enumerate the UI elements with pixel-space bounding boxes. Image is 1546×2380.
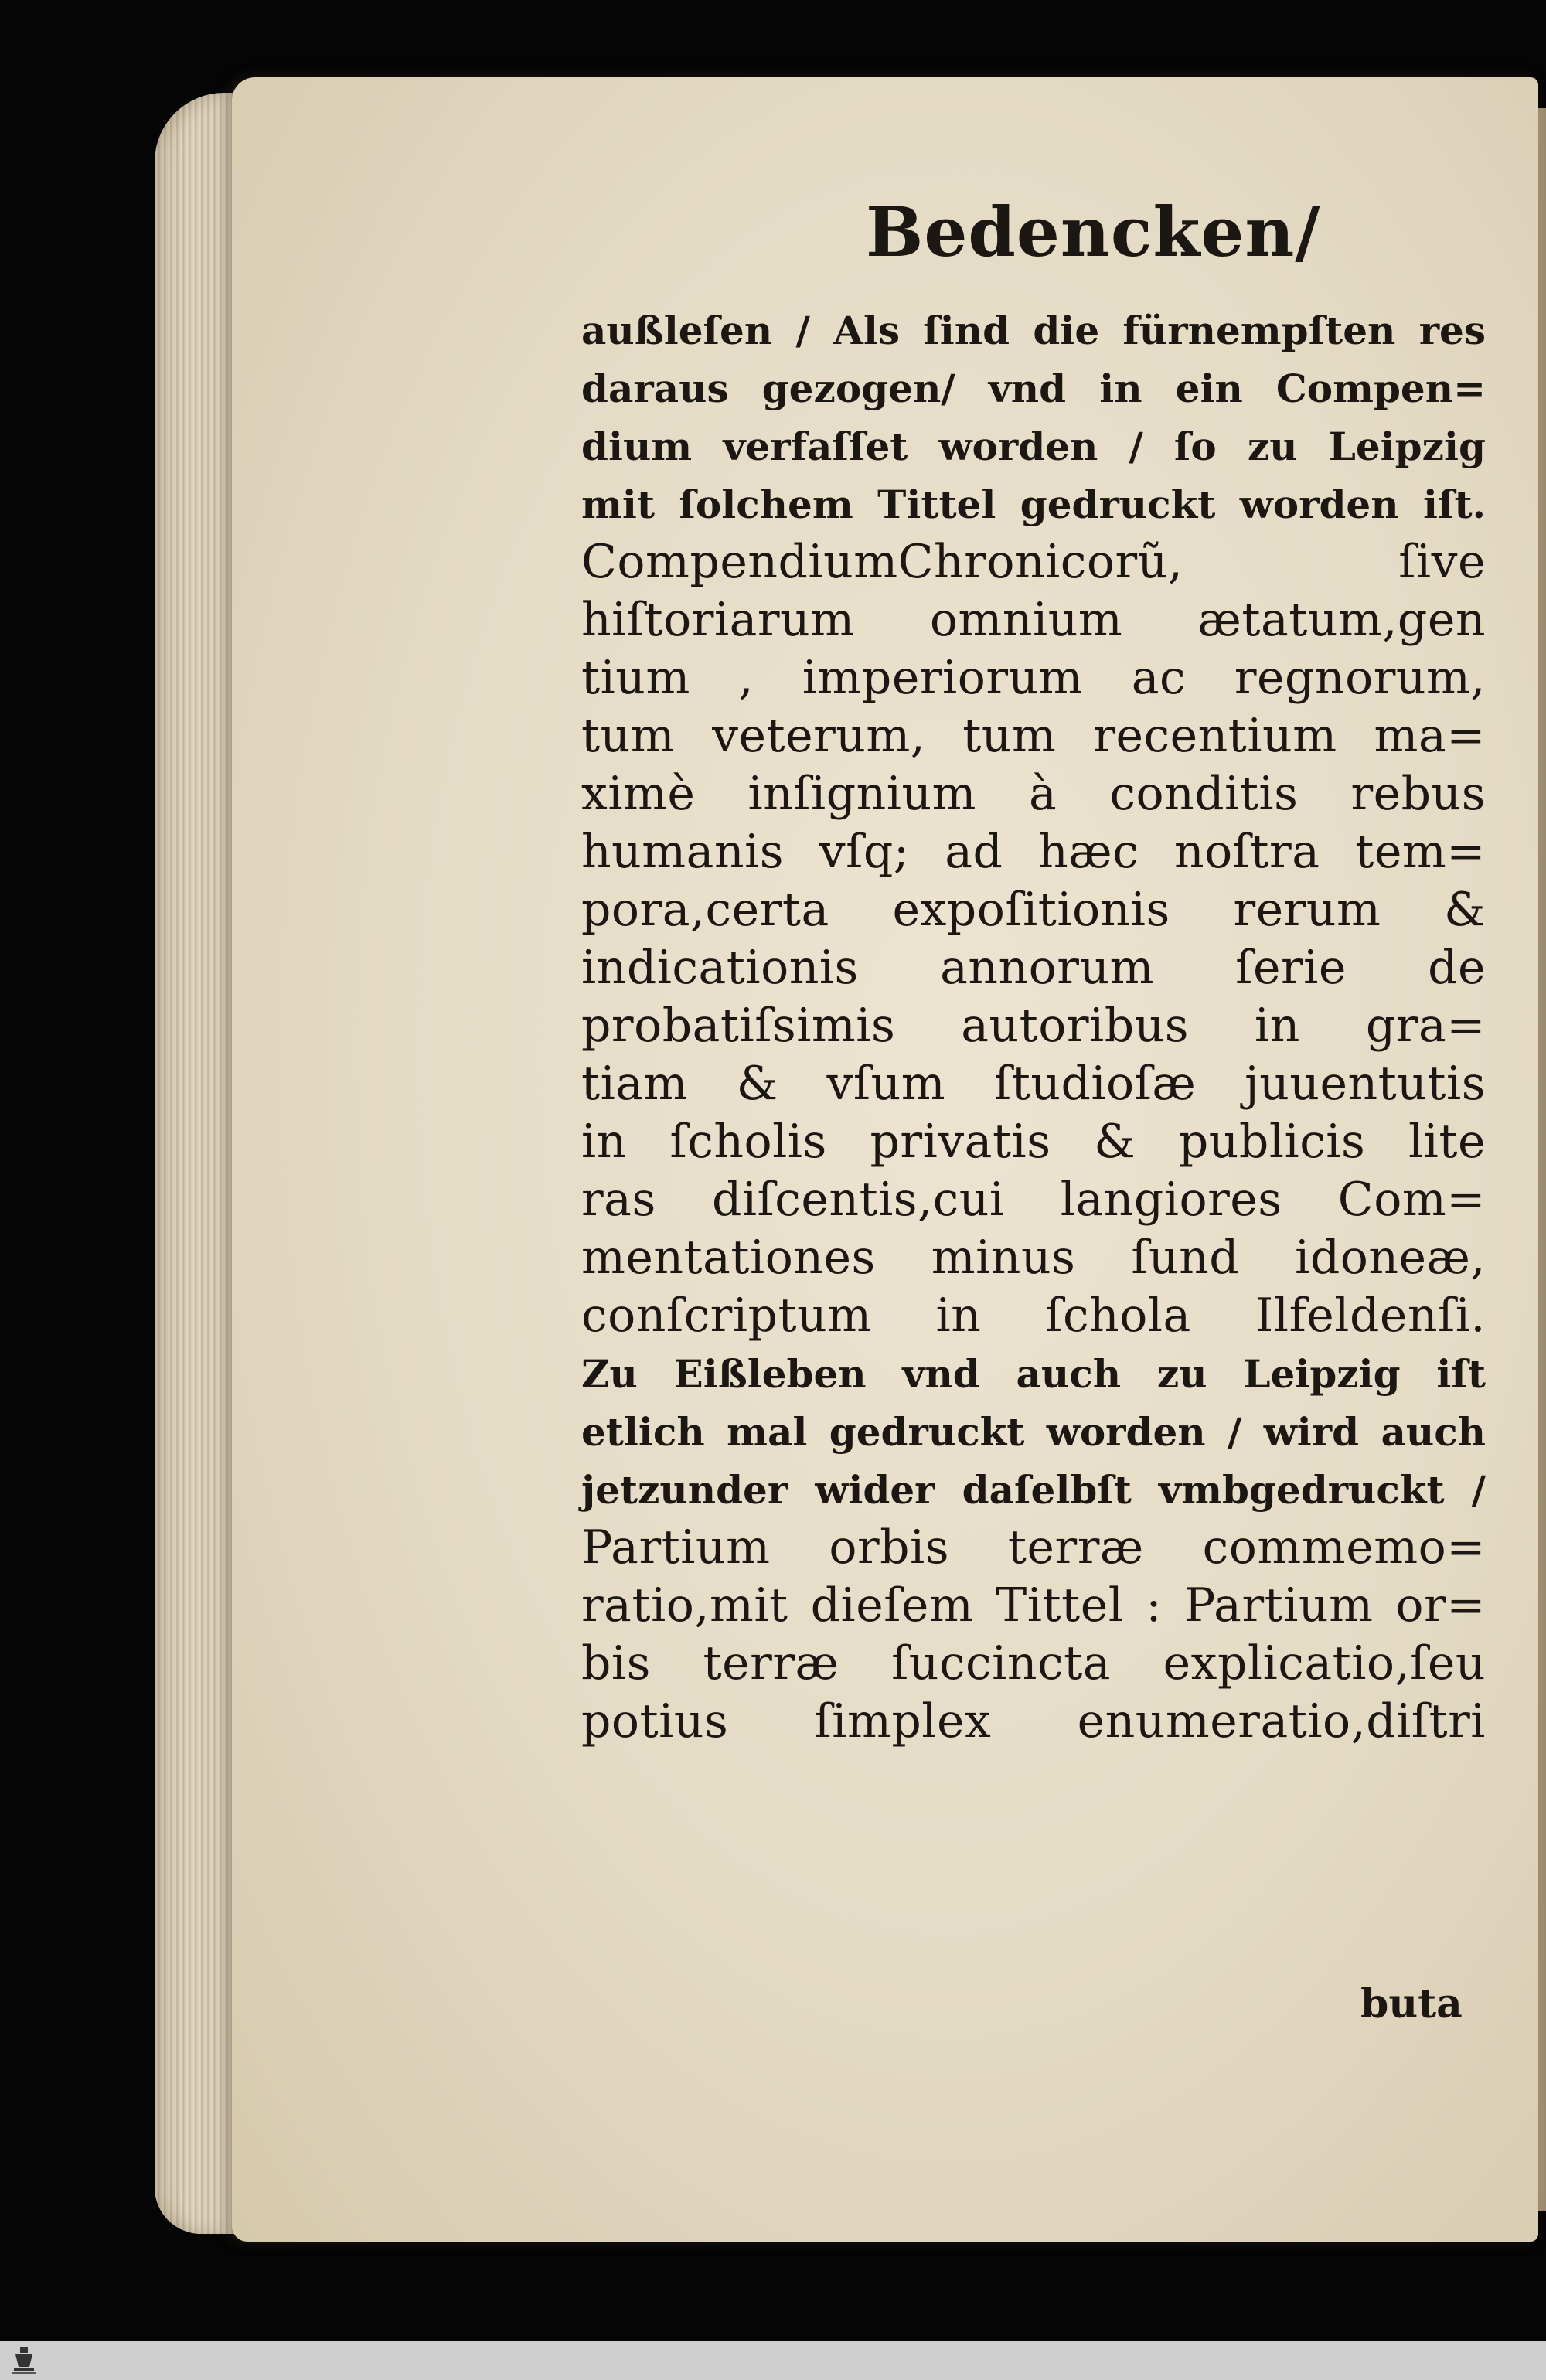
text-line: ratio,mit dieſem Tittel : Partium or= xyxy=(581,1578,1486,1633)
text-line: humanis vſq; ad hæc noſtra tem= xyxy=(581,825,1486,879)
text-line: tiam & vſum ſtudioſæ juuentutis xyxy=(581,1057,1486,1111)
text-line: jetzunder wider daſelbſt vmbgedruckt / xyxy=(581,1467,1486,1513)
text-line: tium , imperiorum ac regnorum, xyxy=(581,651,1486,705)
text-line: CompendiumChronicorũ, ſive xyxy=(581,535,1486,589)
text-line: bis terræ ſuccincta explicatio,ſeu xyxy=(581,1636,1486,1691)
text-line: mit ſolchem Tittel gedruckt worden iſt. xyxy=(581,482,1486,527)
text-line: dium verfaſſet worden / ſo zu Leipzig xyxy=(581,424,1486,469)
text-line: potius ſimplex enumeratio,diſtri xyxy=(581,1694,1486,1748)
text-line: hiſtoriarum omnium ætatum,gen xyxy=(581,593,1486,647)
text-line: conſcriptum in ſchola Ilfeldenſi. xyxy=(581,1289,1486,1343)
text-line: tum veterum, tum recentium ma= xyxy=(581,709,1486,763)
catchword: buta xyxy=(1360,1980,1463,2028)
text-line: daraus gezogen/ vnd in ein Compen= xyxy=(581,366,1486,411)
text-line: indicationis annorum ſerie de xyxy=(581,941,1486,995)
text-line: ras diſcentis,cui langiores Com= xyxy=(581,1173,1486,1227)
library-seal-icon xyxy=(11,2344,37,2376)
text-line: probatiſsimis autoribus in gra= xyxy=(581,999,1486,1053)
text-line: außleſen / Als ſind die fürnempſten res xyxy=(581,308,1486,353)
running-head: Bedencken/ xyxy=(866,192,1321,272)
text-line: in ſcholis privatis & publicis lite xyxy=(581,1115,1486,1169)
text-line: mentationes minus ſund idoneæ, xyxy=(581,1231,1486,1285)
text-line: Zu Eißleben vnd auch zu Leipzig iſt xyxy=(581,1351,1486,1397)
text-line: ximè inſignium à conditis rebus xyxy=(581,767,1486,821)
text-line: Partium orbis terræ commemo= xyxy=(581,1520,1486,1575)
text-line: pora,certa expoſitionis rerum & xyxy=(581,883,1486,937)
text-block xyxy=(581,301,1486,1751)
footer-bar xyxy=(0,2341,1546,2380)
text-line: etlich mal gedruckt worden / wird auch xyxy=(581,1409,1486,1455)
